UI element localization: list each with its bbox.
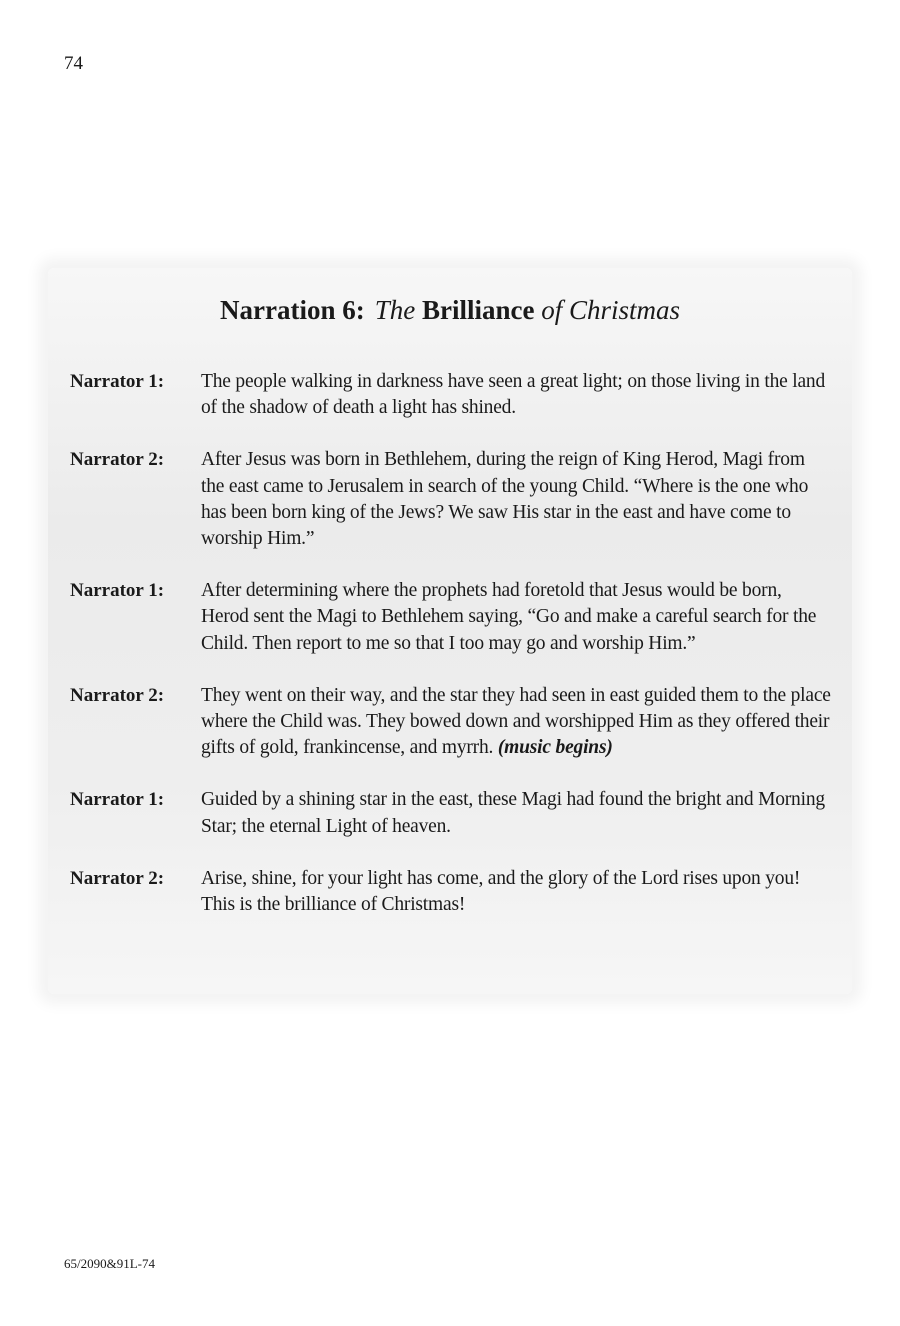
- title-label: Narration 6:: [220, 295, 365, 325]
- narration-text: They went on their way, and the star they had seen in east guided them to the place where the Child was. They bowed down and worshipped Him as they offered their gifts of gold, frankincense, and myrrh.: [201, 684, 831, 759]
- narration-text: Guided by a shining star in the east, these Magi had found the bright and Morning Star; the eternal Light of heaven.: [201, 789, 825, 837]
- music-cue: (music begins): [497, 737, 613, 759]
- speaker-label: Narrator 2:: [70, 684, 165, 706]
- title-of-christmas: of Christmas: [541, 295, 680, 325]
- title-the: The: [374, 295, 416, 325]
- speaker-label: Narrator 1:: [70, 789, 165, 811]
- narration-text: Arise, shine, for your light has come, and the glory of the Lord rises upon you! This is the brilliance of Christmas!: [201, 867, 801, 916]
- speaker-label: Narrator 2:: [70, 867, 165, 889]
- narration-list: [70, 369, 840, 944]
- title-brilliance: Brilliance: [421, 295, 535, 325]
- footer-code: 65/2090&91L-74: [64, 1256, 155, 1271]
- page-number: 74: [64, 53, 83, 74]
- narration-text: After Jesus was born in Bethlehem, during the reign of King Herod, Magi from the east came to Jerusalem in search of the young Child. “Where is the one who has been born king of the Jews? We saw His star in the east and have come to worship Him.”: [201, 449, 809, 550]
- speaker-label: Narrator 1:: [70, 580, 165, 602]
- narration-entry: [70, 578, 840, 657]
- narration-text-with-cue: [201, 683, 831, 762]
- narration-entry: [70, 683, 840, 762]
- narration-text: After determining where the prophets had foretold that Jesus would be born, Herod sent the Magi to Bethlehem saying, “Go and make a careful search for the Child. Then report to me so that I too may go and worship Him.”: [201, 580, 817, 654]
- page-title: [0, 292, 900, 328]
- narration-entry: [70, 447, 840, 552]
- narration-entry: [70, 369, 840, 421]
- speaker-label: Narrator 2:: [70, 449, 165, 471]
- speaker-label: Narrator 1:: [70, 371, 165, 392]
- narration-entry: [70, 866, 840, 918]
- narration-entry: [70, 787, 840, 839]
- narration-text: The people walking in darkness have seen a great light; on those living in the land of the shadow of death a light has shined.: [201, 371, 826, 419]
